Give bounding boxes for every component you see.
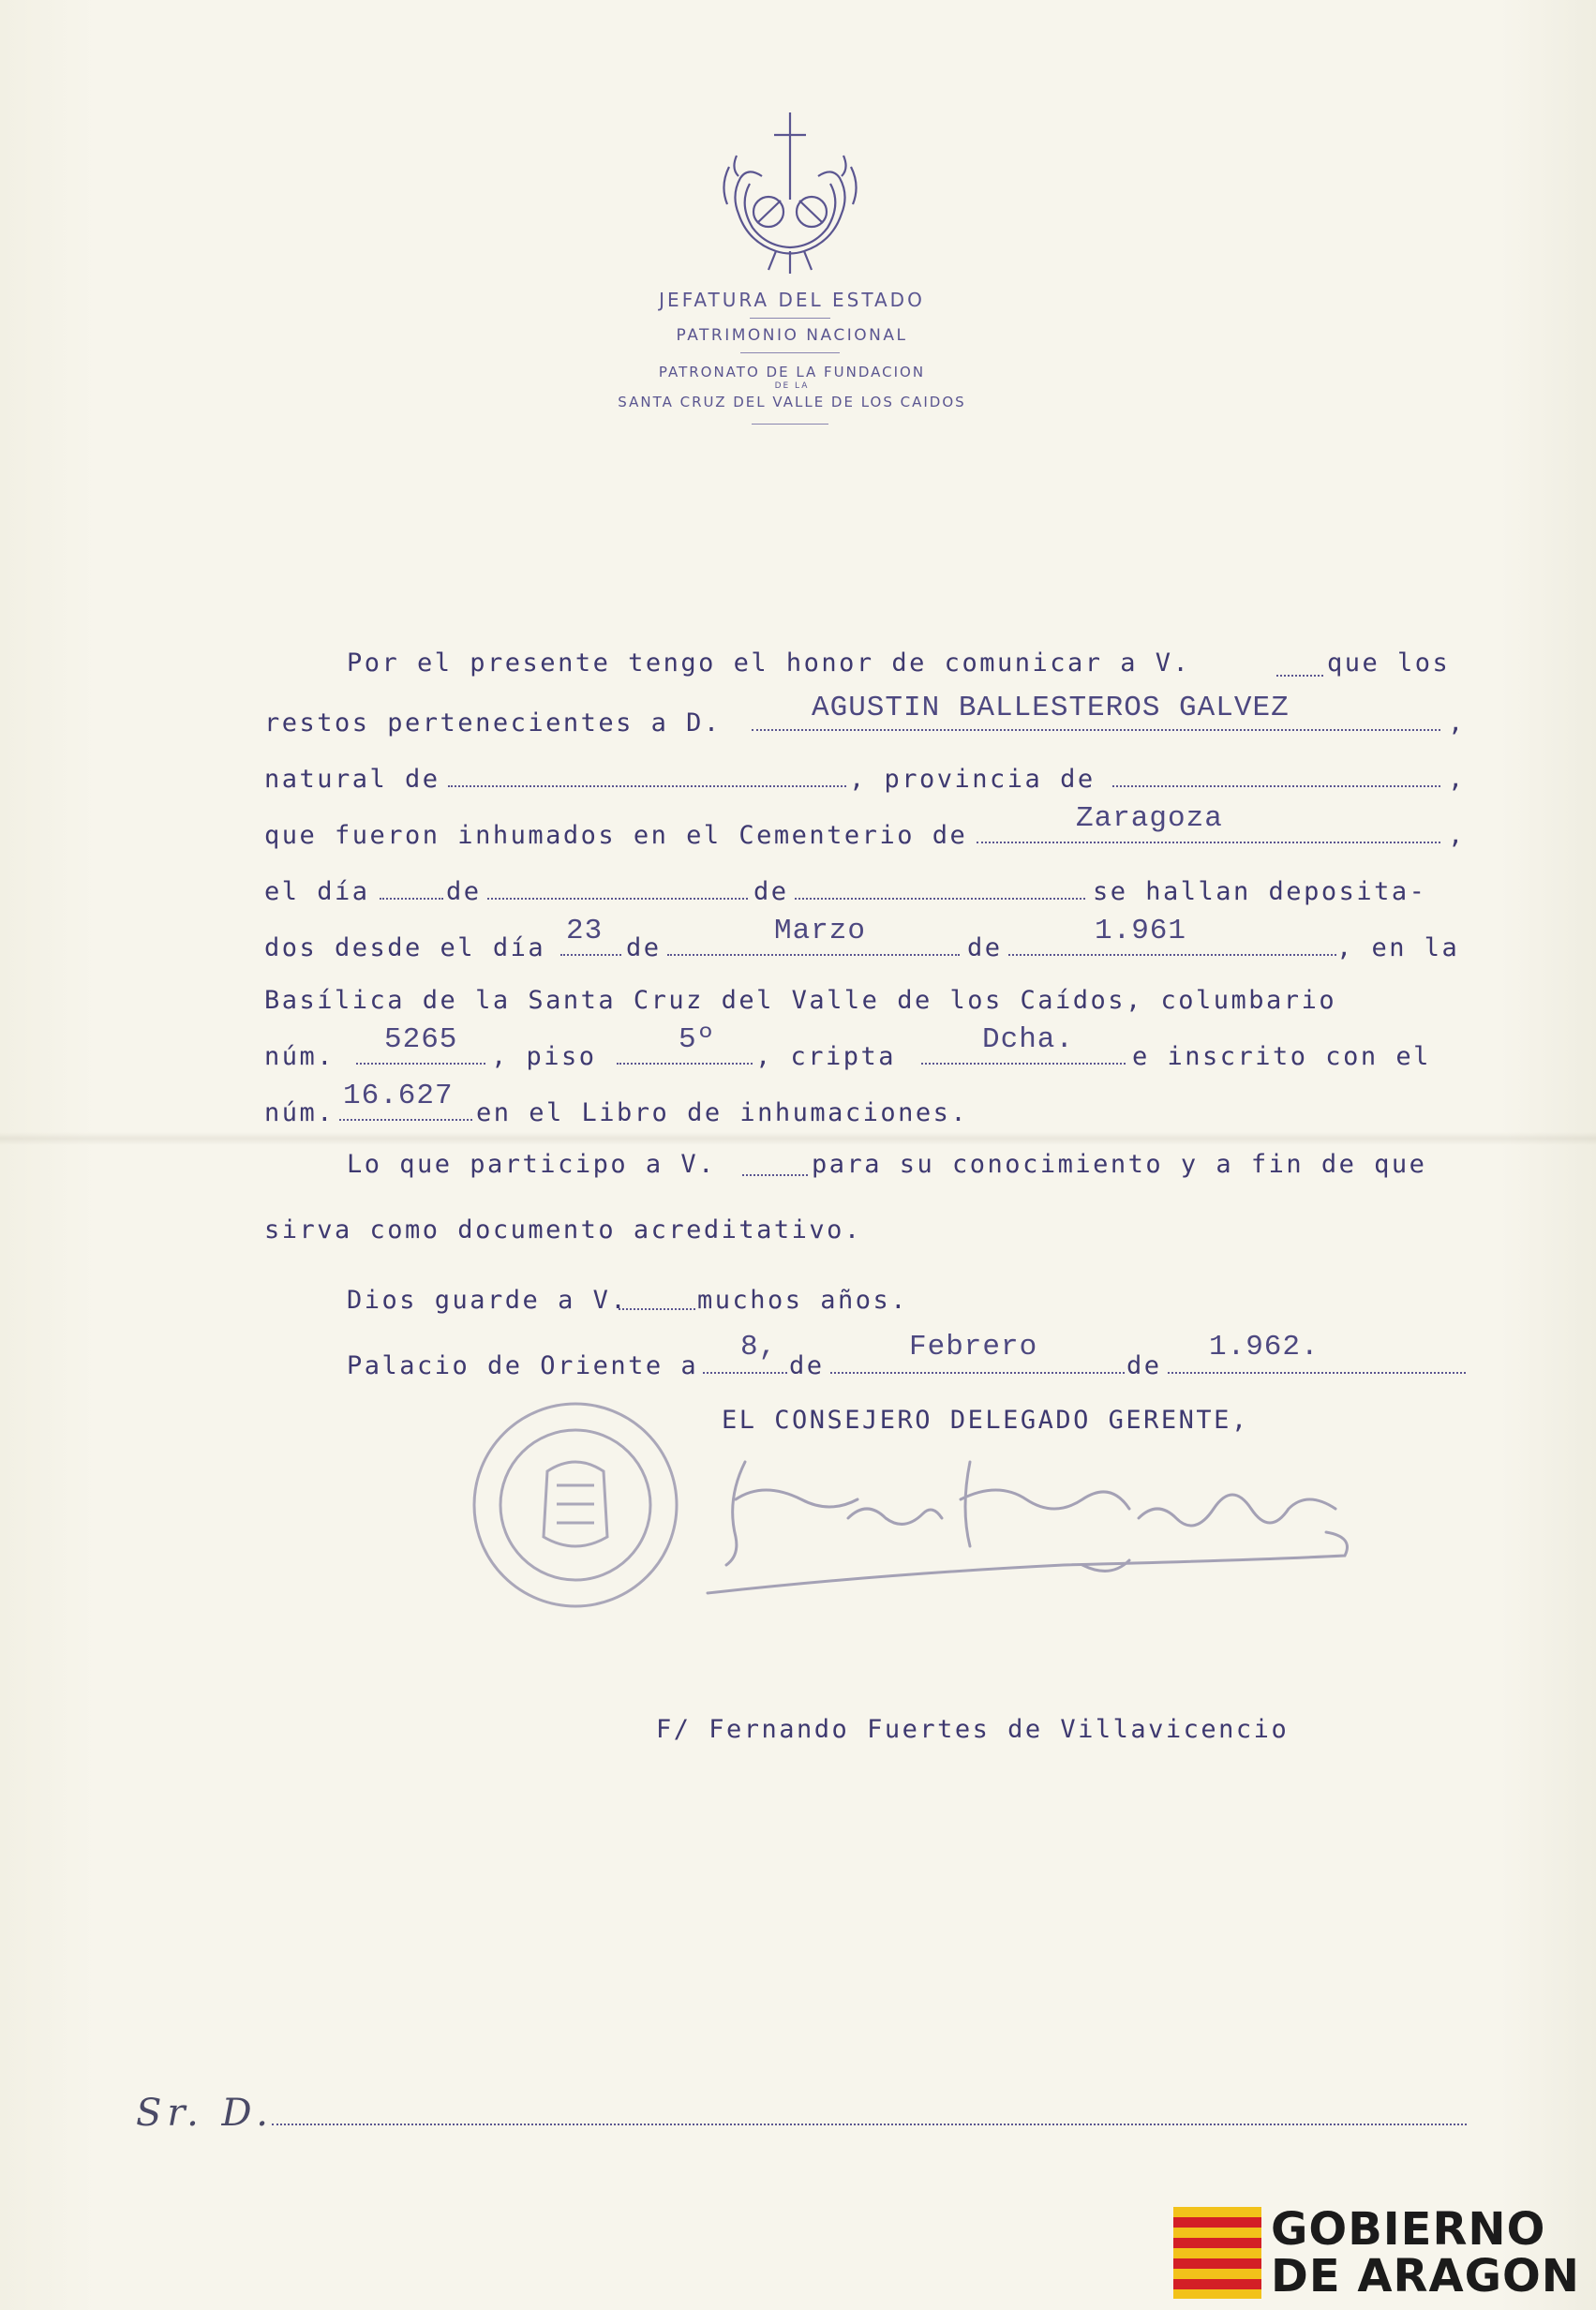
blank-line xyxy=(703,1372,787,1374)
comma: , xyxy=(1448,708,1466,738)
blank-line xyxy=(1112,785,1440,787)
blank-line xyxy=(742,1174,808,1176)
blank-line xyxy=(752,729,1440,731)
blank-line xyxy=(1008,954,1336,956)
blank-line xyxy=(1276,675,1323,677)
blank-line xyxy=(617,1063,753,1065)
body-line-8a: núm. xyxy=(264,1042,336,1071)
letterhead-rule xyxy=(740,352,840,353)
body-line-12b: muchos años. xyxy=(697,1286,909,1315)
body-line-6a: dos desde el día xyxy=(264,933,546,962)
body-line-9b: en el Libro de inhumaciones. xyxy=(476,1098,969,1127)
registry-number: 16.627 xyxy=(343,1080,454,1112)
cemetery-value: Zaragoza xyxy=(1076,802,1223,835)
body-line-6c: de xyxy=(967,933,1003,962)
body-line-5a: el día xyxy=(264,877,370,906)
piso-number: 5º xyxy=(679,1023,716,1056)
body-line-8c: , cripta xyxy=(755,1042,897,1071)
comma: , xyxy=(1448,821,1466,850)
blank-line xyxy=(448,785,846,787)
columbario-number: 5265 xyxy=(384,1023,458,1056)
blank-line xyxy=(795,898,1085,900)
deceased-name: AGUSTIN BALLESTEROS GALVEZ xyxy=(812,692,1290,724)
letterhead-line-3: PATRONATO DE LA FUNDACION xyxy=(658,364,926,380)
letterhead-line-1: JEFATURA DEL ESTADO xyxy=(659,289,925,311)
cross-crest-icon xyxy=(710,111,870,277)
body-line-3a: natural de xyxy=(264,765,440,794)
body-line-12a: Dios guarde a V. xyxy=(347,1286,629,1315)
issue-month: Febrero xyxy=(909,1331,1038,1364)
signer-name: F/ Fernando Fuertes de Villavicencio xyxy=(656,1715,1290,1744)
body-line-6b: de xyxy=(626,933,662,962)
blank-line xyxy=(380,898,443,900)
blank-line xyxy=(921,1063,1126,1065)
body-line-10b: para su conocimiento y a fin de que xyxy=(812,1150,1427,1179)
letterhead-line-2: PATRIMONIO NACIONAL xyxy=(676,326,908,345)
body-line-5d: se hallan deposita- xyxy=(1093,877,1427,906)
signer-title: EL CONSEJERO DELEGADO GERENTE, xyxy=(722,1406,1249,1435)
body-line-9a: núm. xyxy=(264,1098,336,1127)
body-line-1-end: que los xyxy=(1327,648,1451,678)
blank-line xyxy=(356,1063,485,1065)
handwritten-signature xyxy=(689,1443,1364,1602)
body-line-5c: de xyxy=(753,877,789,906)
body-line-13c: de xyxy=(1126,1351,1162,1380)
letterhead-line-4: DE LA xyxy=(774,381,810,391)
letterhead-rule xyxy=(750,318,830,319)
issue-day: 8, xyxy=(740,1331,778,1364)
blank-line xyxy=(560,954,621,956)
body-line-11: sirva como documento acreditativo. xyxy=(264,1215,862,1244)
body-line-13a: Palacio de Oriente a xyxy=(347,1351,699,1380)
letterhead-rule xyxy=(752,424,828,425)
body-line-5b: de xyxy=(446,877,482,906)
body-line-3b: , provincia de xyxy=(849,765,1096,794)
blank-line xyxy=(977,842,1440,843)
issue-year: 1.962. xyxy=(1209,1331,1320,1364)
letterhead-line-5: SANTA CRUZ DEL VALLE DE LOS CAIDOS xyxy=(618,394,966,410)
body-line-4: que fueron inhumados en el Cementerio de xyxy=(264,821,968,850)
body-line-13b: de xyxy=(789,1351,825,1380)
official-seal-stamp xyxy=(467,1396,684,1614)
cripta-value: Dcha. xyxy=(982,1023,1075,1056)
body-line-6d: , en la xyxy=(1336,933,1460,962)
body-line-1: Por el presente tengo el honor de comunicar a V. xyxy=(347,648,1191,678)
blank-line xyxy=(667,954,960,956)
logo-line-2: DE ARAGON xyxy=(1271,2250,1580,2303)
addressee-label: Sr. D. xyxy=(136,2092,274,2135)
deposit-year: 1.961 xyxy=(1095,915,1187,947)
body-line-10a: Lo que participo a V. xyxy=(347,1150,716,1179)
paper-fold xyxy=(0,1132,1596,1145)
blank-line xyxy=(487,898,748,900)
body-line-2: restos pertenecientes a D. xyxy=(264,708,722,738)
deposit-month: Marzo xyxy=(774,915,867,947)
aragon-flag-icon xyxy=(1173,2207,1261,2299)
gobierno-de-aragon-logo xyxy=(1173,2203,1586,2303)
deposit-day: 23 xyxy=(566,915,604,947)
blank-line xyxy=(830,1372,1125,1374)
body-line-8b: , piso xyxy=(491,1042,597,1071)
comma: , xyxy=(1448,765,1466,794)
blank-line xyxy=(1168,1372,1466,1374)
body-line-7: Basílica de la Santa Cruz del Valle de los Caídos, columbario xyxy=(264,986,1337,1015)
body-line-8d: e inscrito con el xyxy=(1132,1042,1431,1071)
blank-line xyxy=(619,1308,695,1310)
blank-line xyxy=(339,1119,472,1121)
addressee-blank-line xyxy=(272,2124,1467,2125)
logo-line-1: GOBIERNO xyxy=(1271,2203,1546,2256)
